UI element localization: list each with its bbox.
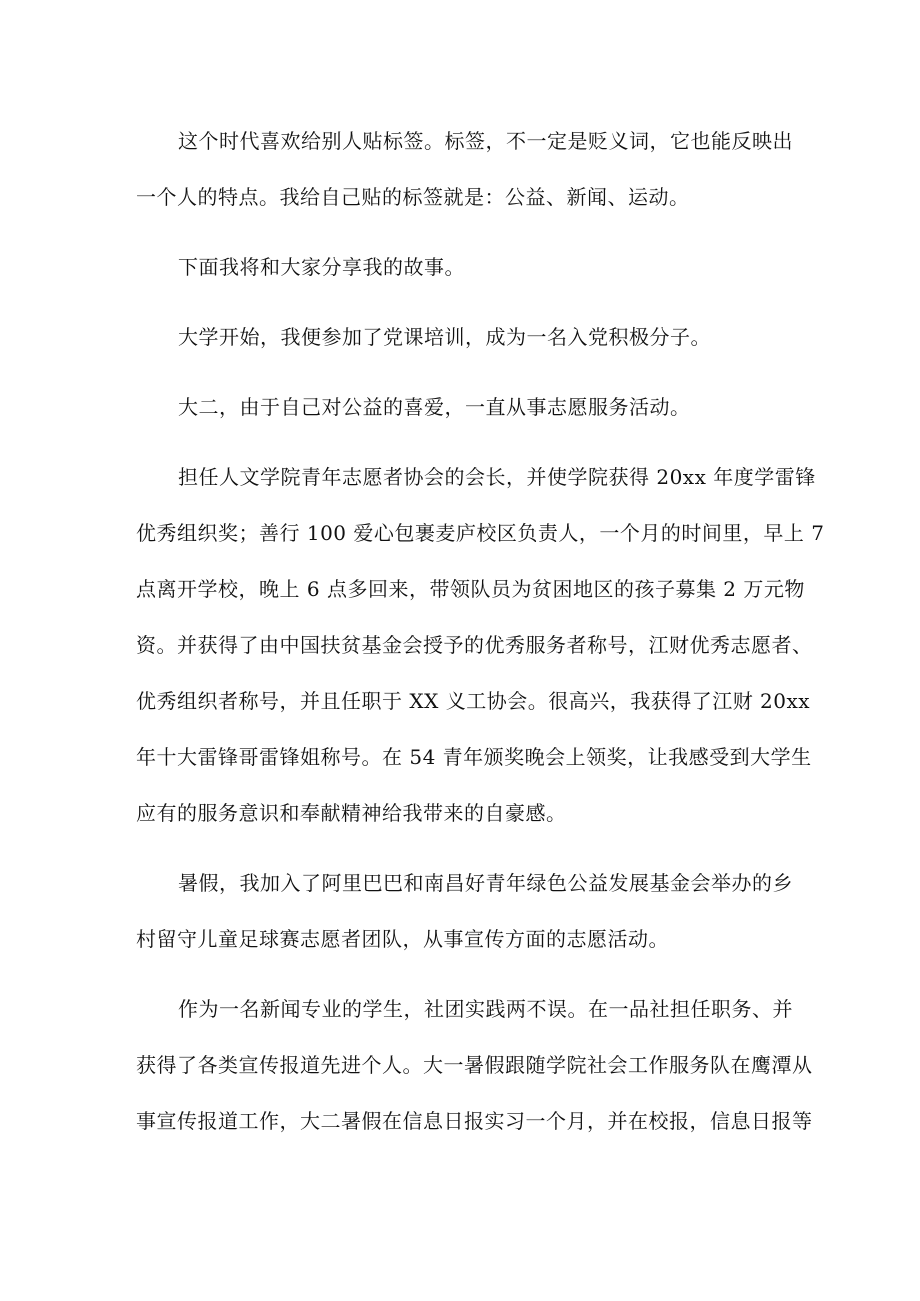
paragraph-2-line-1: 下面我将和大家分享我的故事。 [178,255,465,279]
paragraph-1-line-2: 一个人的特点。我给自己贴的标签就是：公益、新闻、运动。 [136,185,690,209]
paragraph-6-line-2: 村留守儿童足球赛志愿者团队，从事宣传方面的志愿活动。 [136,927,669,951]
paragraph-5-line-3: 点离开学校，晚上 6 点多回来，带领队员为贫困地区的孩子募集 2 万元物 [136,577,805,601]
paragraph-5-line-7: 应有的服务意识和奉献精神给我带来的自豪感。 [136,801,567,825]
paragraph-5-line-1: 担任人文学院青年志愿者协会的会长，并使学院获得 20xx 年度学雷锋 [178,465,816,489]
paragraph-6-line-1: 暑假，我加入了阿里巴巴和南昌好青年绿色公益发展基金会举办的乡 [178,871,793,895]
paragraph-7-line-2: 获得了各类宣传报道先进个人。大一暑假跟随学院社会工作服务队在鹰潭从 [136,1053,813,1077]
paragraph-4-line-1: 大二，由于自己对公益的喜爱，一直从事志愿服务活动。 [178,395,691,419]
paragraph-3-line-1: 大学开始，我便参加了党课培训，成为一名入党积极分子。 [178,325,711,349]
paragraph-5-line-2: 优秀组织奖；善行 100 爱心包裹麦庐校区负责人，一个月的时间里，早上 7 [136,521,825,545]
paragraph-5-line-5: 优秀组织者称号，并且任职于 XX 义工协会。很高兴，我获得了江财 20xx [136,689,811,713]
paragraph-5-line-6: 年十大雷锋哥雷锋姐称号。在 54 青年颁奖晚会上领奖，让我感受到大学生 [136,745,812,769]
paragraph-7-line-3: 事宣传报道工作，大二暑假在信息日报实习一个月，并在校报，信息日报等 [136,1109,813,1133]
paragraph-7-line-1: 作为一名新闻专业的学生，社团实践两不误。在一品社担任职务、并 [178,997,793,1021]
paragraph-1-line-1: 这个时代喜欢给别人贴标签。标签，不一定是贬义词，它也能反映出 [178,129,793,153]
paragraph-5-line-4: 资。并获得了由中国扶贫基金会授予的优秀服务者称号，江财优秀志愿者、 [136,633,813,657]
